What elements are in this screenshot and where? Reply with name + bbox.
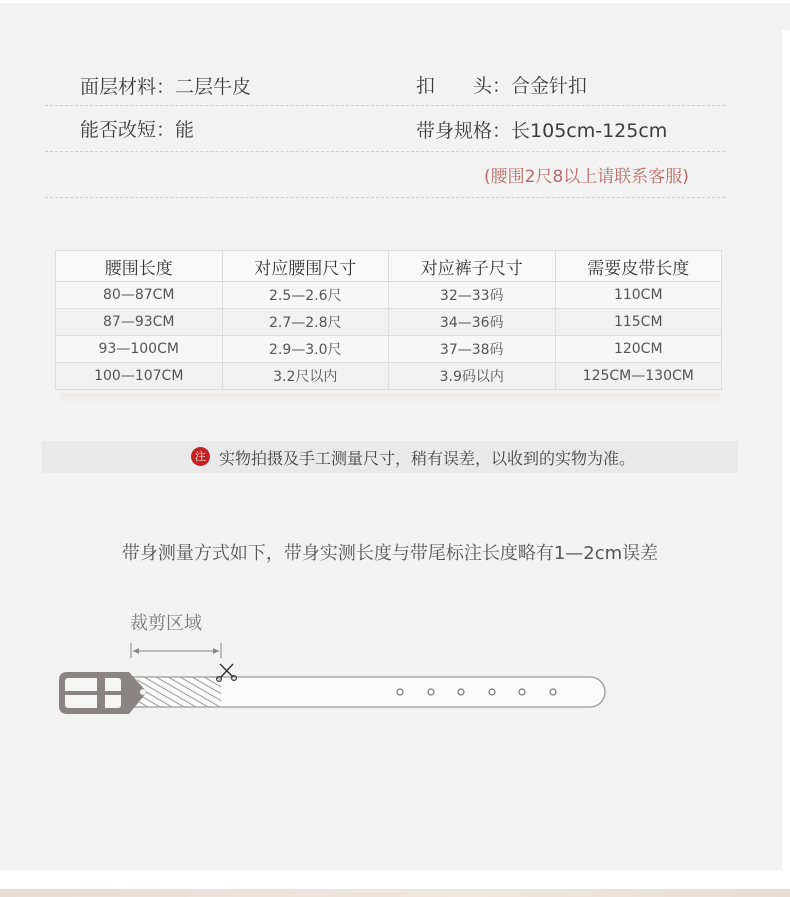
divider-dashed [45, 105, 725, 106]
notice-badge-icon: 注 [191, 447, 210, 466]
table-cell: 3.9码以内 [389, 363, 556, 390]
contact-service-note: (腰围2尺8以上请联系客服) [484, 167, 689, 187]
table-header-cell: 对应裤子尺寸 [389, 251, 556, 282]
spec-material-value: 二层牛皮 [175, 76, 252, 98]
table-cell: 115CM [555, 309, 722, 336]
table-cell: 32—33码 [389, 282, 556, 309]
table-cell: 87—93CM [56, 309, 223, 336]
measure-title: 带身测量方式如下，带身实测长度与带尾标注长度略有1—2cm误差 [121, 543, 659, 564]
size-table [55, 250, 722, 390]
spec-buckle-value: 合金针扣 [511, 75, 588, 97]
spec-length-label: 带身规格： [416, 120, 512, 142]
table-row [56, 363, 722, 390]
notice-text: 实物拍摄及手工测量尺寸，稍有误差，以收到的实物为准。 [219, 449, 636, 468]
table-cell: 34—36码 [389, 309, 556, 336]
table-cell: 2.5—2.6尺 [222, 282, 389, 309]
table-cell: 3.2尺以内 [222, 363, 389, 390]
spec-cut-label: 能否改短： [80, 119, 176, 141]
belt-diagram [55, 640, 615, 725]
spec-buckle-label: 扣 头： [416, 75, 512, 97]
table-cell: 2.9—3.0尺 [222, 336, 389, 363]
table-row [56, 336, 722, 363]
spec-cut-value: 能 [175, 119, 195, 141]
table-shadow [60, 393, 720, 405]
cut-zone-dimension [131, 643, 221, 658]
table-cell: 110CM [555, 282, 722, 309]
cut-zone-hatch [137, 677, 221, 707]
table-cell: 125CM—130CM [555, 363, 722, 390]
table-cell: 37—38码 [389, 336, 556, 363]
bottom-gradient-strip [0, 889, 790, 897]
table-row [56, 309, 722, 336]
table-row [56, 282, 722, 309]
spec-length-value: 长105cm-125cm [511, 120, 668, 142]
cut-zone-label: 裁剪区域 [130, 613, 202, 634]
divider-dashed [45, 197, 725, 198]
buckle-icon [59, 672, 147, 714]
table-cell: 80—87CM [56, 282, 223, 309]
table-header-cell: 腰围长度 [56, 251, 223, 282]
table-cell: 2.7—2.8尺 [222, 309, 389, 336]
right-border [782, 30, 790, 870]
table-cell: 120CM [555, 336, 722, 363]
table-header-cell: 对应腰围尺寸 [222, 251, 389, 282]
spec-material [80, 72, 251, 99]
top-border [0, 0, 790, 3]
spec-buckle [416, 71, 587, 98]
spec-cut [80, 115, 194, 142]
table-cell: 100—107CM [56, 363, 223, 390]
table-header-row [56, 251, 722, 282]
spec-material-label: 面层材料： [80, 76, 176, 98]
spec-length [416, 116, 667, 143]
divider-dashed [45, 151, 725, 152]
table-cell: 93—100CM [56, 336, 223, 363]
table-header-cell: 需要皮带长度 [555, 251, 722, 282]
